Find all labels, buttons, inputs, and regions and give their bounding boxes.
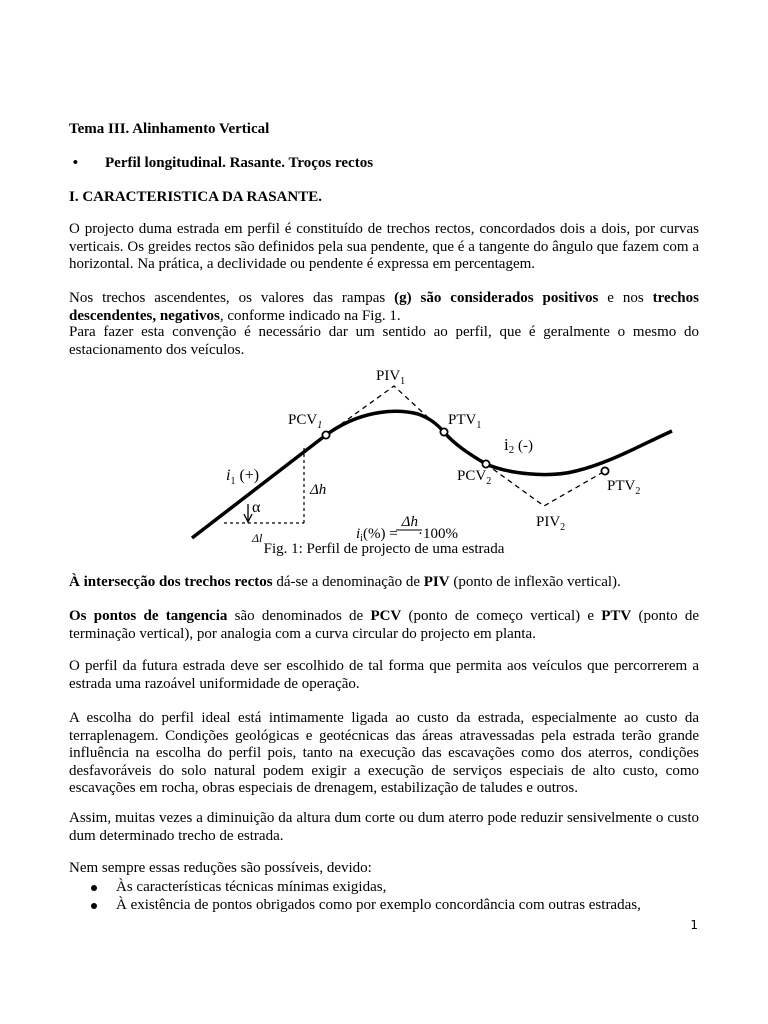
text-run: e nos (598, 290, 653, 306)
paragraph-4 (69, 574, 699, 592)
delta-l-label: Δl (252, 531, 263, 545)
text-run: (ponto de começo vertical) e (401, 608, 602, 624)
paragraph-9: Nem sempre essas reduções são possíveis, devido: (69, 860, 372, 876)
text-run-bold: PIV (423, 574, 450, 590)
i1-label: $i_1$ (+) (226, 467, 260, 487)
paragraph-5 (69, 608, 699, 643)
paragraph-6: O perfil da futura estrada deve ser escolhido de tal forma que permita aos veículos que percorrerem a estrada uma razoável uniformidade de operação. (69, 658, 699, 692)
slope-formula: $i_i(\%) =\Delta h\cdot 100\%$ (356, 514, 458, 544)
list-item: Às características técnicas mínimas exigidas, (88, 879, 641, 897)
profile-curve (192, 411, 672, 538)
profile-diagram (164, 356, 696, 545)
ptv1-label: $PTV_1$ (448, 412, 482, 431)
figure-caption: Fig. 1: Perfil de projecto de uma estrada (263, 541, 505, 557)
paragraph-1: O projecto duma estrada em perfil é constituído de trechos rectos, concordados dois a dois, por curvas verticais. Os greides rectos são definidos pela sua pendente, que é a tangente do ângulo que fazem com a horizontal. Na prática, a declividade ou pendente é expressa em percentagem. (69, 221, 699, 273)
paragraph-2 (69, 290, 699, 325)
bullet-icon: • (69, 155, 79, 171)
paragraph-8: Assim, muitas vezes a diminuição da altura dum corte ou dum aterro pode reduzir sensivelmente o custo dum determinado trecho de estrada. (69, 810, 699, 844)
paragraph-3: Para fazer esta convenção é necessário dar um sentido ao perfil, que é geralmente o mesmo do estacionamento dos veículos. (69, 324, 699, 358)
text-run: Nos trechos ascendentes, os valores das rampas (69, 290, 395, 306)
text-run-bold: trechos descendentes, negativos (69, 290, 699, 324)
text-run-bold: PCV (370, 608, 402, 624)
piv2-label: $PIV_2$ (536, 514, 566, 533)
text-run: (ponto de terminação vertical), por analogia com a curva circular do projecto em planta. (69, 608, 700, 642)
pcv1-label: $PCV_1$ (288, 412, 323, 431)
list-item: À existência de pontos obrigados como por exemplo concordância com outras estradas, (88, 897, 641, 915)
text-run-bold: PTV (601, 608, 632, 624)
paragraph-7: A escolha do perfil ideal está intimamente ligada ao custo da estrada, especialmente ao custo da terraplenagem. Condições geológicas e geotécnicas das áreas atravessadas pela estrada terão grande influência na escolha do perfil pois, tanto na execução das escavações como dos aterros, condições desfavoráveis do solo natural podem exigir a execução de serviços especiais de alto custo, como escavações em rocha, obras especiais de drenagem, estabilização de taludes e outros. (69, 710, 699, 797)
i2-label: i2 (-) (504, 435, 533, 456)
text-run-bold: Os pontos de tangencia (69, 608, 228, 624)
text-run-bold: (g) são considerados positivos (394, 290, 599, 306)
piv1-label: $PIV_1$ (376, 368, 406, 387)
topic-text: Perfil longitudinal. Rasante. Troços rectos (105, 155, 374, 171)
page-number: 1 (690, 918, 698, 932)
ptv2-point (601, 467, 608, 474)
constraints-list (88, 879, 641, 914)
text-run: , conforme indicado na Fig. 1. (219, 307, 401, 324)
road-profile-figure (164, 356, 696, 545)
topic-bullet (69, 155, 373, 172)
page-title: Tema III. Alinhamento Vertical (69, 121, 270, 137)
text-run: são denominados de (227, 608, 371, 624)
delta-h-label: Δh (310, 482, 327, 498)
pcv1-point (322, 431, 329, 438)
text-run: (ponto de inflexão vertical). (449, 574, 621, 590)
text-run: dá-se a denominação de (272, 574, 424, 590)
ptv2-label: $PTV_2$ (607, 478, 641, 497)
text-run-bold: À intersecção dos trechos rectos (69, 574, 273, 590)
section-title: I. CARACTERISTICA DA RASANTE. (69, 189, 322, 205)
pcv2-label: $PCV_2$ (457, 468, 492, 487)
pcv2-point (482, 460, 489, 467)
alpha-label: α (252, 499, 261, 516)
ptv1-point (440, 428, 447, 435)
